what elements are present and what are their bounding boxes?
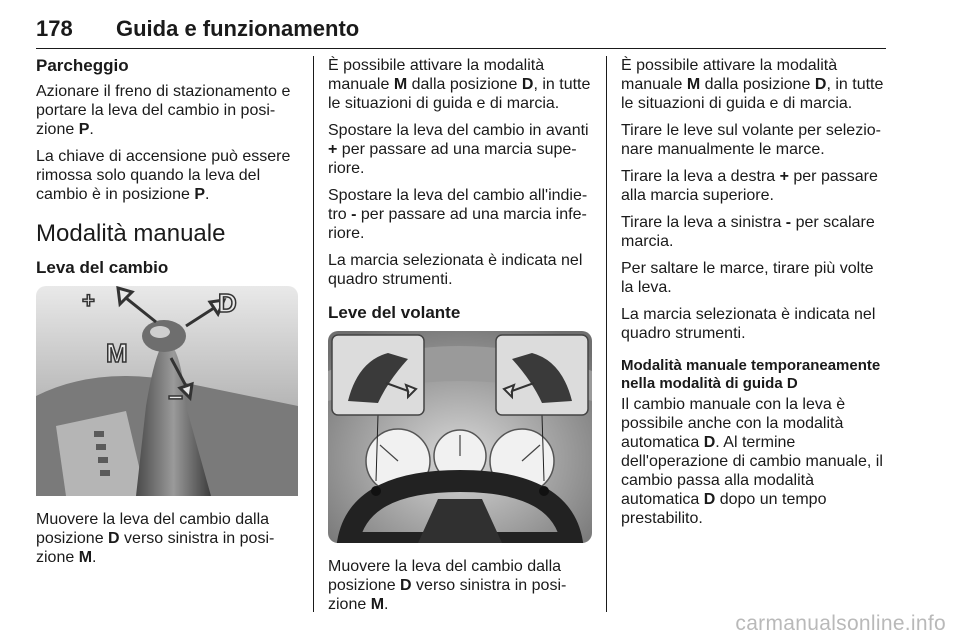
wheel-paddles-heading: Leve del volante	[328, 303, 461, 322]
parking-paragraph-2	[36, 147, 298, 204]
text: Muovere la leva del cambio dalla posizione	[328, 558, 562, 594]
text: , in tutte le situazioni di guida e di marcia.	[328, 76, 591, 112]
text-bold: D	[703, 491, 716, 508]
plus-label: +	[82, 288, 95, 313]
text: La chiave di accensione può essere rimossa solo quando la leva del cambio è in posizione	[36, 148, 291, 203]
watermark: carmanualsonline.info	[735, 612, 946, 635]
column-divider	[313, 56, 314, 612]
parking-heading: Parcheggio	[36, 56, 129, 75]
text: Muovere la leva del cambio dalla posizione	[36, 511, 270, 547]
temporary-manual-heading: Modalità manuale temporaneamente nella modalità di guida D	[621, 357, 881, 392]
text: Tirare la leva a destra	[621, 168, 780, 185]
text: Spostare la leva del cambio in avanti	[328, 122, 589, 139]
paddles-caption	[328, 557, 592, 614]
text: Spostare la leva del cambio all'indietro	[328, 187, 588, 223]
column-1	[36, 56, 298, 575]
text-bold: +	[779, 168, 789, 185]
text: È possibile attivare la modalità manuale	[621, 57, 838, 93]
text-bold: D	[400, 577, 412, 594]
text: dalla posizione	[700, 76, 815, 93]
steering-paddles-illustration	[328, 331, 592, 543]
text: , in tutte le situazioni di guida e di marcia.	[621, 76, 884, 112]
text: .	[204, 186, 210, 203]
text-bold: D	[814, 76, 827, 93]
text-bold: +	[328, 141, 338, 158]
page-title: Guida e funzionamento	[116, 16, 360, 41]
text: verso sinistra in posizione	[328, 577, 567, 613]
text: .	[92, 549, 97, 566]
minus-label: −	[168, 382, 184, 412]
text: Tirare la leva a sinistra	[621, 214, 786, 231]
text-bold: -	[351, 206, 357, 223]
paddles-paragraph-6: La marcia selezionata è indicata nel quadro strumenti.	[621, 306, 876, 342]
page-header	[36, 10, 886, 49]
manual-mode-heading: Modalità manuale	[36, 220, 226, 247]
text-bold: M	[686, 76, 701, 93]
text: dalla posizione	[407, 76, 522, 93]
text-bold: M	[78, 549, 93, 566]
text: Il cambio manuale con la leva è possibile anche con la modalità automatica	[621, 396, 846, 451]
text: per passare alla marcia superiore.	[621, 168, 878, 204]
text-bold: P	[194, 186, 205, 203]
text-bold: -	[785, 214, 792, 231]
text-bold: P	[78, 121, 90, 138]
page-number: 178	[36, 16, 73, 41]
text: per scalare marcia.	[621, 214, 875, 250]
text: verso sinistra in posizione	[36, 530, 275, 566]
gear-lever-heading: Leva del cambio	[36, 258, 169, 277]
text: dopo un tempo prestabilito.	[621, 491, 827, 527]
manual-paragraph-3	[328, 186, 592, 243]
m-label: M	[106, 338, 128, 368]
text-bold: D	[521, 76, 534, 93]
manual-paragraph-2	[328, 121, 592, 178]
text-bold: M	[393, 76, 408, 93]
text: .	[384, 596, 389, 613]
temporary-manual-paragraph	[621, 395, 889, 528]
paddles-paragraph-5: Per saltare le marce, tirare più volte la leva.	[621, 260, 874, 296]
text: per passare ad una marcia superiore.	[328, 141, 577, 177]
paddles-paragraph-1	[621, 56, 889, 113]
parking-paragraph-1	[36, 82, 298, 139]
gear-lever-illustration	[36, 286, 298, 496]
text: Azionare il freno di stazionamento e portare la leva del cambio in posizione	[36, 83, 291, 138]
text: per passare ad una marcia inferiore.	[328, 206, 587, 242]
d-label: D	[218, 288, 237, 318]
gear-lever-caption	[36, 510, 298, 567]
text: .	[89, 121, 94, 138]
column-divider	[606, 56, 607, 612]
text-bold: D	[108, 530, 120, 547]
text: È possibile attivare la modalità manuale	[328, 57, 545, 93]
text: . Al termine dell'operazione di cambio manuale, il cambio passa alla modalità automatica	[621, 434, 883, 508]
column-3	[621, 56, 889, 536]
paddles-paragraph-3	[621, 167, 889, 205]
paddles-paragraph-2: Tirare le leve sul volante per selezionare manualmente le marce.	[621, 122, 881, 158]
text-bold: M	[370, 596, 385, 613]
manual-paragraph-4: La marcia selezionata è indicata nel quadro strumenti.	[328, 252, 583, 288]
column-2	[328, 56, 592, 622]
text-bold: D	[703, 434, 716, 451]
manual-paragraph-1	[328, 56, 592, 113]
paddles-paragraph-4	[621, 213, 889, 251]
